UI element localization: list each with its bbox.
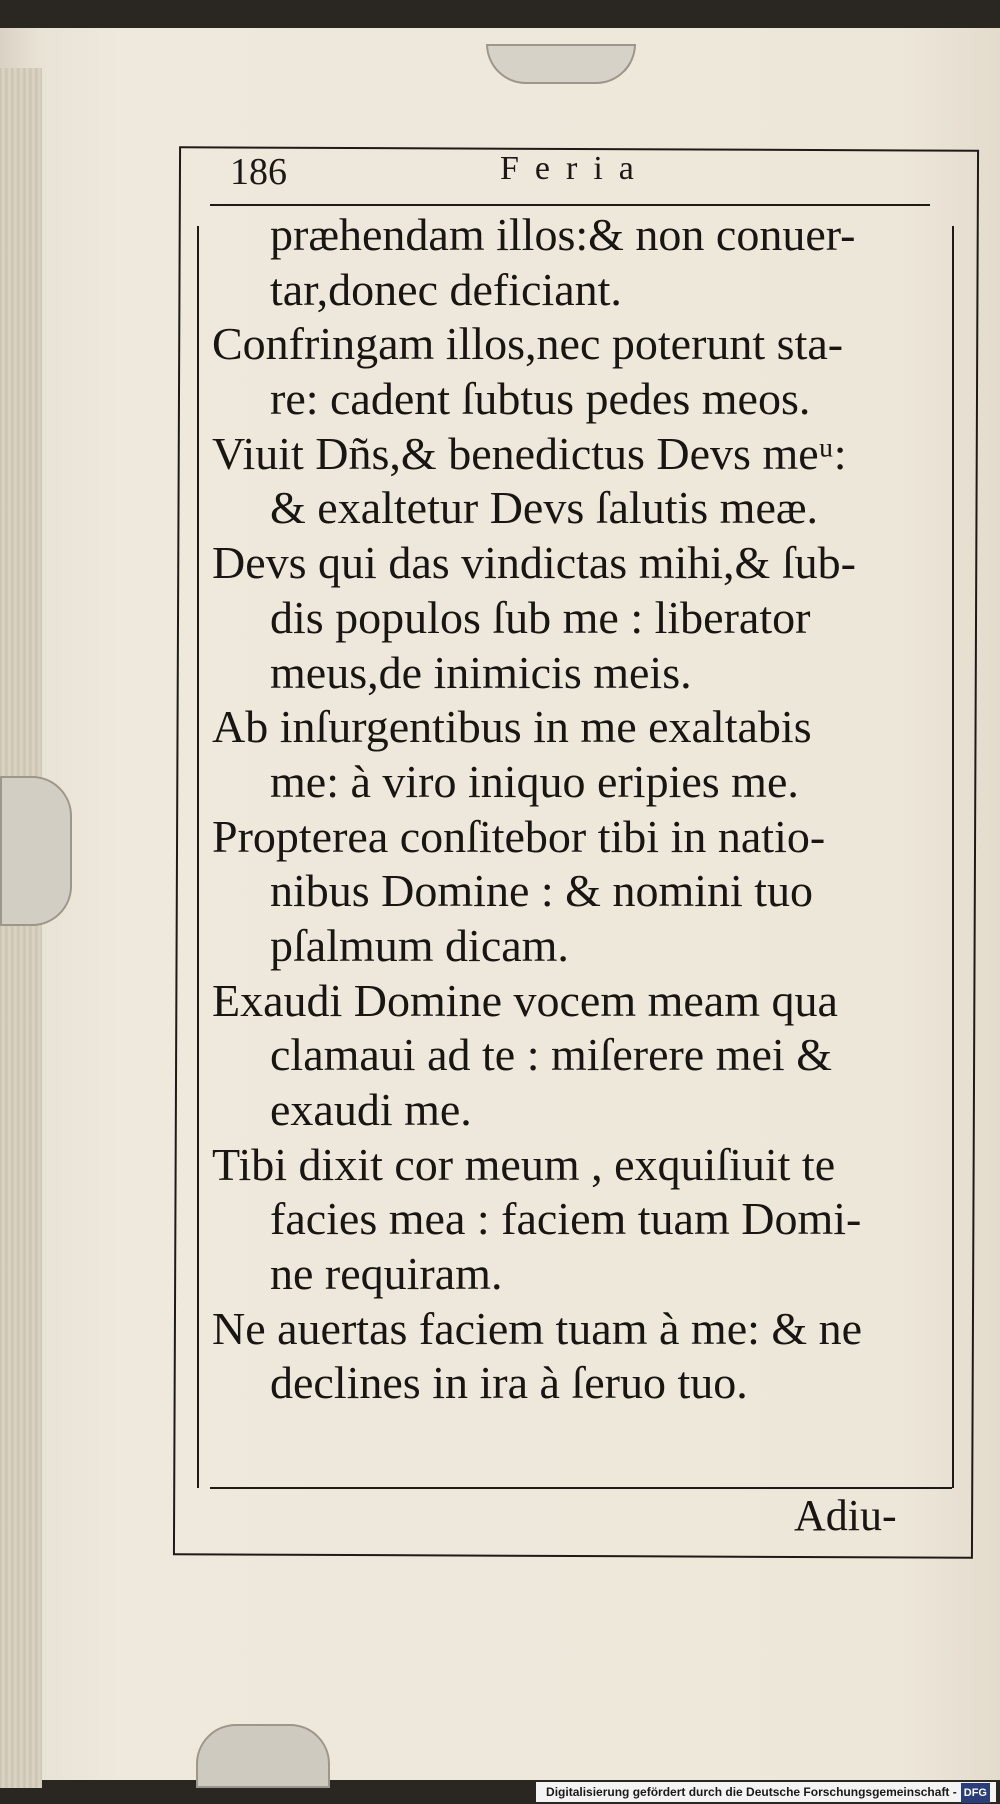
text-rule-right <box>952 226 954 1488</box>
header-rule <box>210 204 930 206</box>
text-line: Devs qui das vindictas mihi,& ſub- <box>212 537 856 589</box>
footer-rule <box>210 1487 952 1489</box>
text-line: præhendam illos:& non conuer- <box>270 209 856 260</box>
text-line: ne requiram. <box>270 1248 503 1300</box>
text-line: Confringam illos,nec poterunt sta- <box>212 318 844 370</box>
text-line: tar,donec deficiant. <box>270 263 622 315</box>
text-line: facies mea : faciem tuam Domi- <box>270 1193 862 1245</box>
page-clip-left <box>0 776 72 926</box>
running-head: Feria <box>500 150 650 187</box>
catchword: Adiu- <box>794 1491 897 1540</box>
text-line: pſalmum dicam. <box>270 919 569 971</box>
text-line: & exaltetur Devs ſalutis meæ. <box>270 482 819 534</box>
page-clip-top <box>486 44 636 84</box>
dfg-logo: DFG <box>961 1783 990 1803</box>
text-line: dis populos ſub me : liberator <box>270 591 811 643</box>
text-rule-left <box>197 226 199 1488</box>
text-line: Propterea conſitebor tibi in natio- <box>212 810 826 862</box>
psalm-text-block <box>212 208 952 1411</box>
text-line: me: à viro iniquo eripies me. <box>270 755 799 807</box>
text-line: declines in ira à ſeruo tuo. <box>270 1357 748 1409</box>
text-line: Viuit Dñs,& benedictus Devs meᵘ: <box>212 427 847 479</box>
credit-text: Digitalisierung gefördert durch die Deutsche Forschungsgemeinschaft - <box>546 1785 957 1799</box>
page-number: 186 <box>230 151 287 193</box>
text-line: clamaui ad te : miſerere mei & <box>270 1029 832 1081</box>
text-line: Ab inſurgentibus in me exaltabis <box>212 701 812 753</box>
text-line: nibus Domine : & nomini tuo <box>270 865 814 917</box>
text-line: exaudi me. <box>270 1084 472 1135</box>
text-line: Ne auertas faciem tuam à me: & ne <box>212 1302 863 1354</box>
text-line: Tibi dixit cor meum , exquiſiuit te <box>212 1138 836 1190</box>
text-line: meus,de inimicis meis. <box>270 646 692 698</box>
text-line: Exaudi Domine vocem meam qua <box>212 974 838 1026</box>
page-clip-bottom <box>196 1724 330 1788</box>
digitization-credit <box>536 1782 996 1802</box>
page-edges <box>0 68 42 1788</box>
text-line: re: cadent ſubtus pedes meos. <box>270 373 811 425</box>
